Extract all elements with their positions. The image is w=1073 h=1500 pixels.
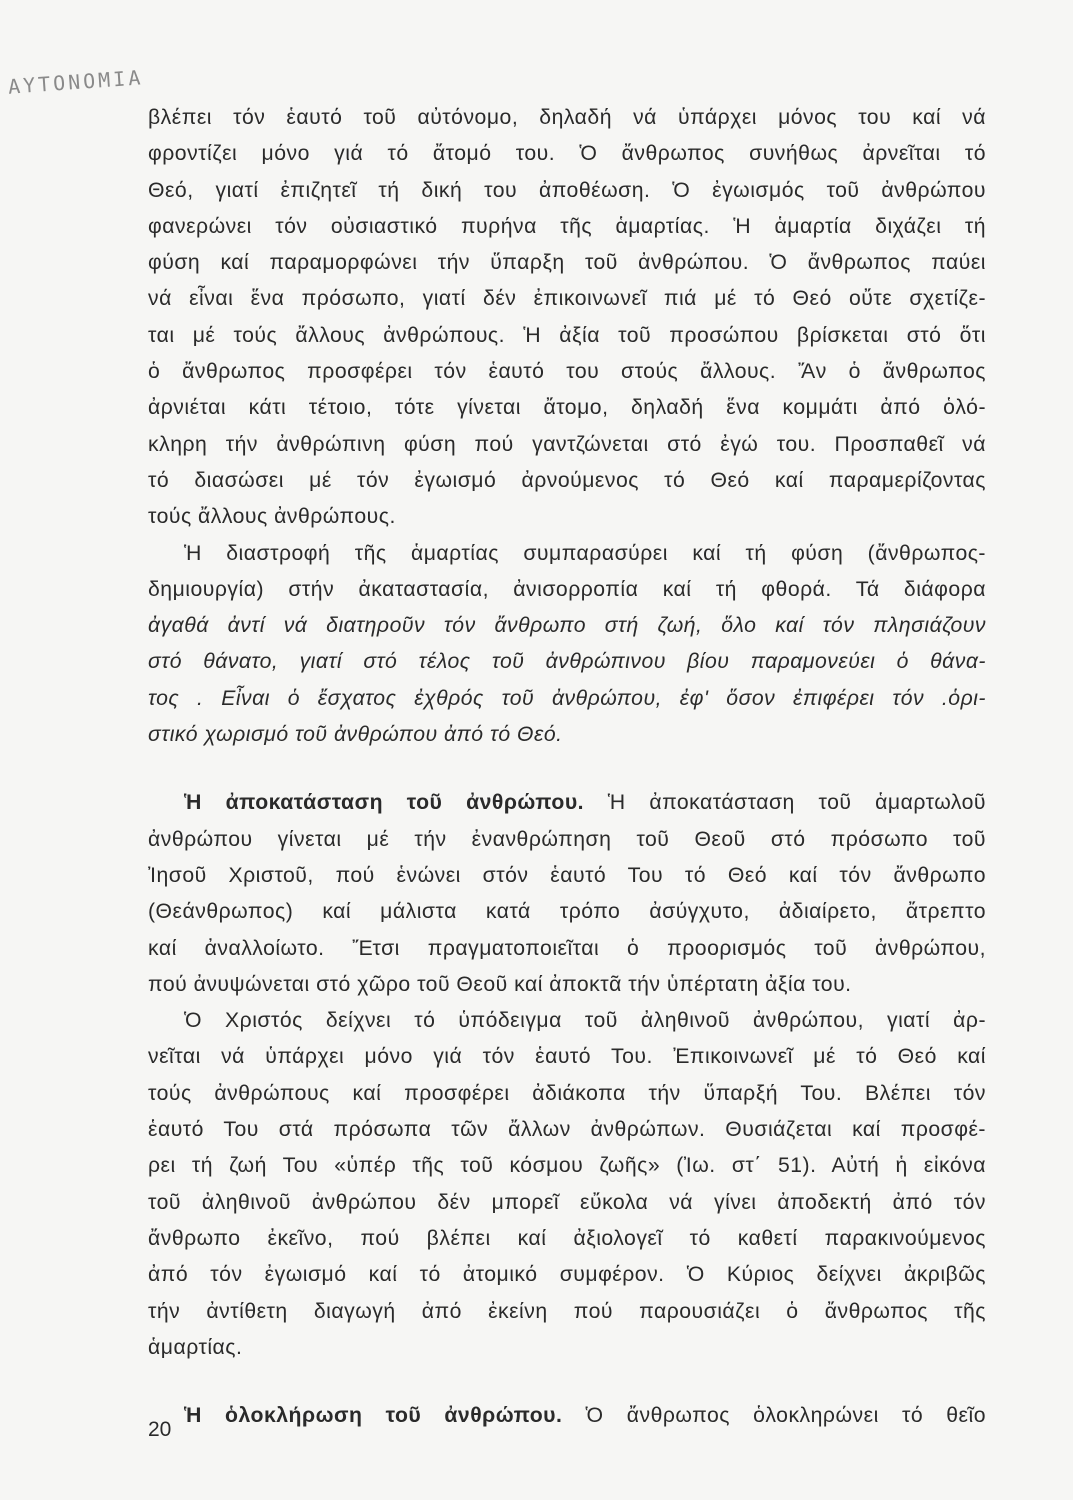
paragraph-3 [148,785,986,1003]
text-line: ρει τή ζωή Του «ὑπέρ τῆς τοῦ κόσμου ζωῆς» (Ἰω. στ΄ 51). Αὐτή ἡ εἰκόνα [148,1154,986,1178]
text-line: ἁμαρτίας. [148,1335,243,1359]
text-line: ἄνθρωπο ἐκεῖνο, πού βλέπει καί ἀξιολογεῖ τό καθετί παρακινούμενος [148,1226,986,1250]
text-fragment: Ὁ ἄνθρωπος ὁλοκληρώνει τό θεῖο [562,1404,986,1428]
text-line: καί ἀναλλοίωτο. Ἔτσι πραγματοποιεῖται ὁ προορισμός τοῦ ἀνθρώπου, [148,936,986,960]
text-line: κληρη τήν ἀνθρώπινη φύση πού γαντζώνεται στό ἐγώ του. Προσπαθεῖ νά [148,432,986,456]
text-line: τούς ἄλλους ἀνθρώπους. [148,505,396,529]
handwritten-margin-note: ΑΥΤΟΝΟΜΙΑ [7,65,145,99]
text-line [148,1398,986,1434]
paragraph-4 [148,1003,986,1366]
text-line: ἑαυτό Του στά πρόσωπα τῶν ἄλλων ἀνθρώπων. Θυσιάζεται καί προσφέ- [148,1118,986,1142]
text-line: Ἰησοῦ Χριστοῦ, πού ἑνώνει στόν ἑαυτό Του τό Θεό καί τόν ἄνθρωπο [148,863,986,887]
paragraph-1 [148,100,986,536]
text-line: φανερώνει τόν οὐσιαστικό πυρήνα τῆς ἁμαρτίας. Ἡ ἁμαρτία διχάζει τή [148,214,986,238]
text-line [148,785,986,821]
text-line: τήν ἀντίθετη διαγωγή ἀπό ἐκείνη πού παρουσιάζει ὁ ἄνθρωπος τῆς [148,1299,986,1323]
text-line: Ὁ Χριστός δείχνει τό ὑπόδειγμα τοῦ ἀληθινοῦ ἀνθρώπου, γιατί ἀρ- [184,1009,986,1033]
text-line: τοῦ ἀληθινοῦ ἀνθρώπου δέν μπορεῖ εὔκολα νά γίνει ἀποδεκτή ἀπό τόν [148,1190,986,1214]
text-line: νά εἶναι ἕνα πρόσωπο, γιατί δέν ἐπικοινωνεῖ πιά μέ τό Θεό οὔτε σχετίζε- [148,287,986,311]
text-line: τούς ἀνθρώπους καί προσφέρει ἀδιάκοπα τήν ὕπαρξή Του. Βλέπει τόν [148,1081,986,1105]
section-heading: Ἡ ἀποκατάσταση τοῦ ἀνθρώπου. [184,791,585,815]
body-text [148,100,986,1434]
text-line: Ἡ διαστροφή τῆς ἁμαρτίας συμπαρασύρει καί τή φύση (ἄνθρωπος- [184,541,986,565]
text-line: φροντίζει μόνο γιά τό ἄτομό του. Ὁ ἄνθρωπος συνήθως ἀρνεῖται τό [148,142,986,166]
text-line: ἀρνιέται κάτι τέτοιο, τότε γίνεται ἄτομο, δηλαδή ἕνα κομμάτι ἀπό ὁλό- [148,396,986,420]
text-line: φύση καί παραμορφώνει τήν ὕπαρξη τοῦ ἀνθρώπου. Ὁ ἄνθρωπος παύει [148,251,986,275]
text-line: τό διασώσει μέ τόν ἐγωισμό ἀρνούμενος τό Θεό καί παραμερίζοντας [148,468,986,492]
text-line: ὁ ἄνθρωπος προσφέρει τόν ἑαυτό του στούς ἄλλους. Ἄν ὁ ἄνθρωπος [148,360,986,384]
text-line: Θεό, γιατί ἐπιζητεῖ τή δική του ἀποθέωση. Ὁ ἐγωισμός τοῦ ἀνθρώπου [148,178,986,202]
text-line: πού ἀνυψώνεται στό χῶρο τοῦ Θεοῦ καί ἀποκτᾶ τήν ὑπέρτατη ἀξία του. [148,972,852,996]
paragraph-2 [148,536,986,754]
text-line: νεῖται νά ὑπάρχει μόνο γιά τόν ἑαυτό Του. Ἐπικοινωνεῖ μέ τό Θεό καί [148,1045,986,1069]
text-line: ἀγαθά ἀντί νά διατηροῦν τόν ἄνθρωπο στή ζωή, ὅλο καί τόν πλησιάζουν [148,614,986,638]
text-line: ἀπό τόν ἐγωισμό καί τό ἀτομικό συμφέρον. Ὁ Κύριος δείχνει ἀκριβῶς [148,1263,986,1287]
text-line: τος . Εἶναι ὁ ἔσχατος ἐχθρός τοῦ ἀνθρώπου, ἐφ' ὅσον ἐπιφέρει τόν .ὁρι- [148,686,986,710]
text-line: στό θάνατο, γιατί στό τέλος τοῦ ἀνθρώπινου βίου παραμονεύει ὁ θάνα- [148,650,986,674]
text-line: δημιουργία) στήν ἀκαταστασία, ἀνισορροπία καί τή φθορά. Τά διάφορα [148,577,986,601]
text-line: (Θεάνθρωπος) καί μάλιστα κατά τρόπο ἀσύγχυτο, ἀδιαίρετο, ἄτρεπτο [148,900,986,924]
text-line: στικό χωρισμό τοῦ ἀνθρώπου ἀπό τό Θεό. [148,723,563,747]
page-number: 20 [148,1418,172,1441]
text-fragment: Ἡ ἀποκατάσταση τοῦ ἁμαρτωλοῦ [584,791,986,815]
text-line: ται μέ τούς ἄλλους ἀνθρώπους. Ἡ ἀξία τοῦ προσώπου βρίσκεται στό ὅτι [148,323,986,347]
text-line: ἀνθρώπου γίνεται μέ τήν ἐνανθρώπηση τοῦ Θεοῦ στό πρόσωπο τοῦ [148,827,986,851]
paragraph-5 [148,1398,986,1434]
section-heading: Ἡ ὁλοκλήρωση τοῦ ἀνθρώπου. [184,1404,563,1428]
text-line: βλέπει τόν ἑαυτό τοῦ αὐτόνομο, δηλαδή νά ὑπάρχει μόνος του καί νά [148,106,986,129]
